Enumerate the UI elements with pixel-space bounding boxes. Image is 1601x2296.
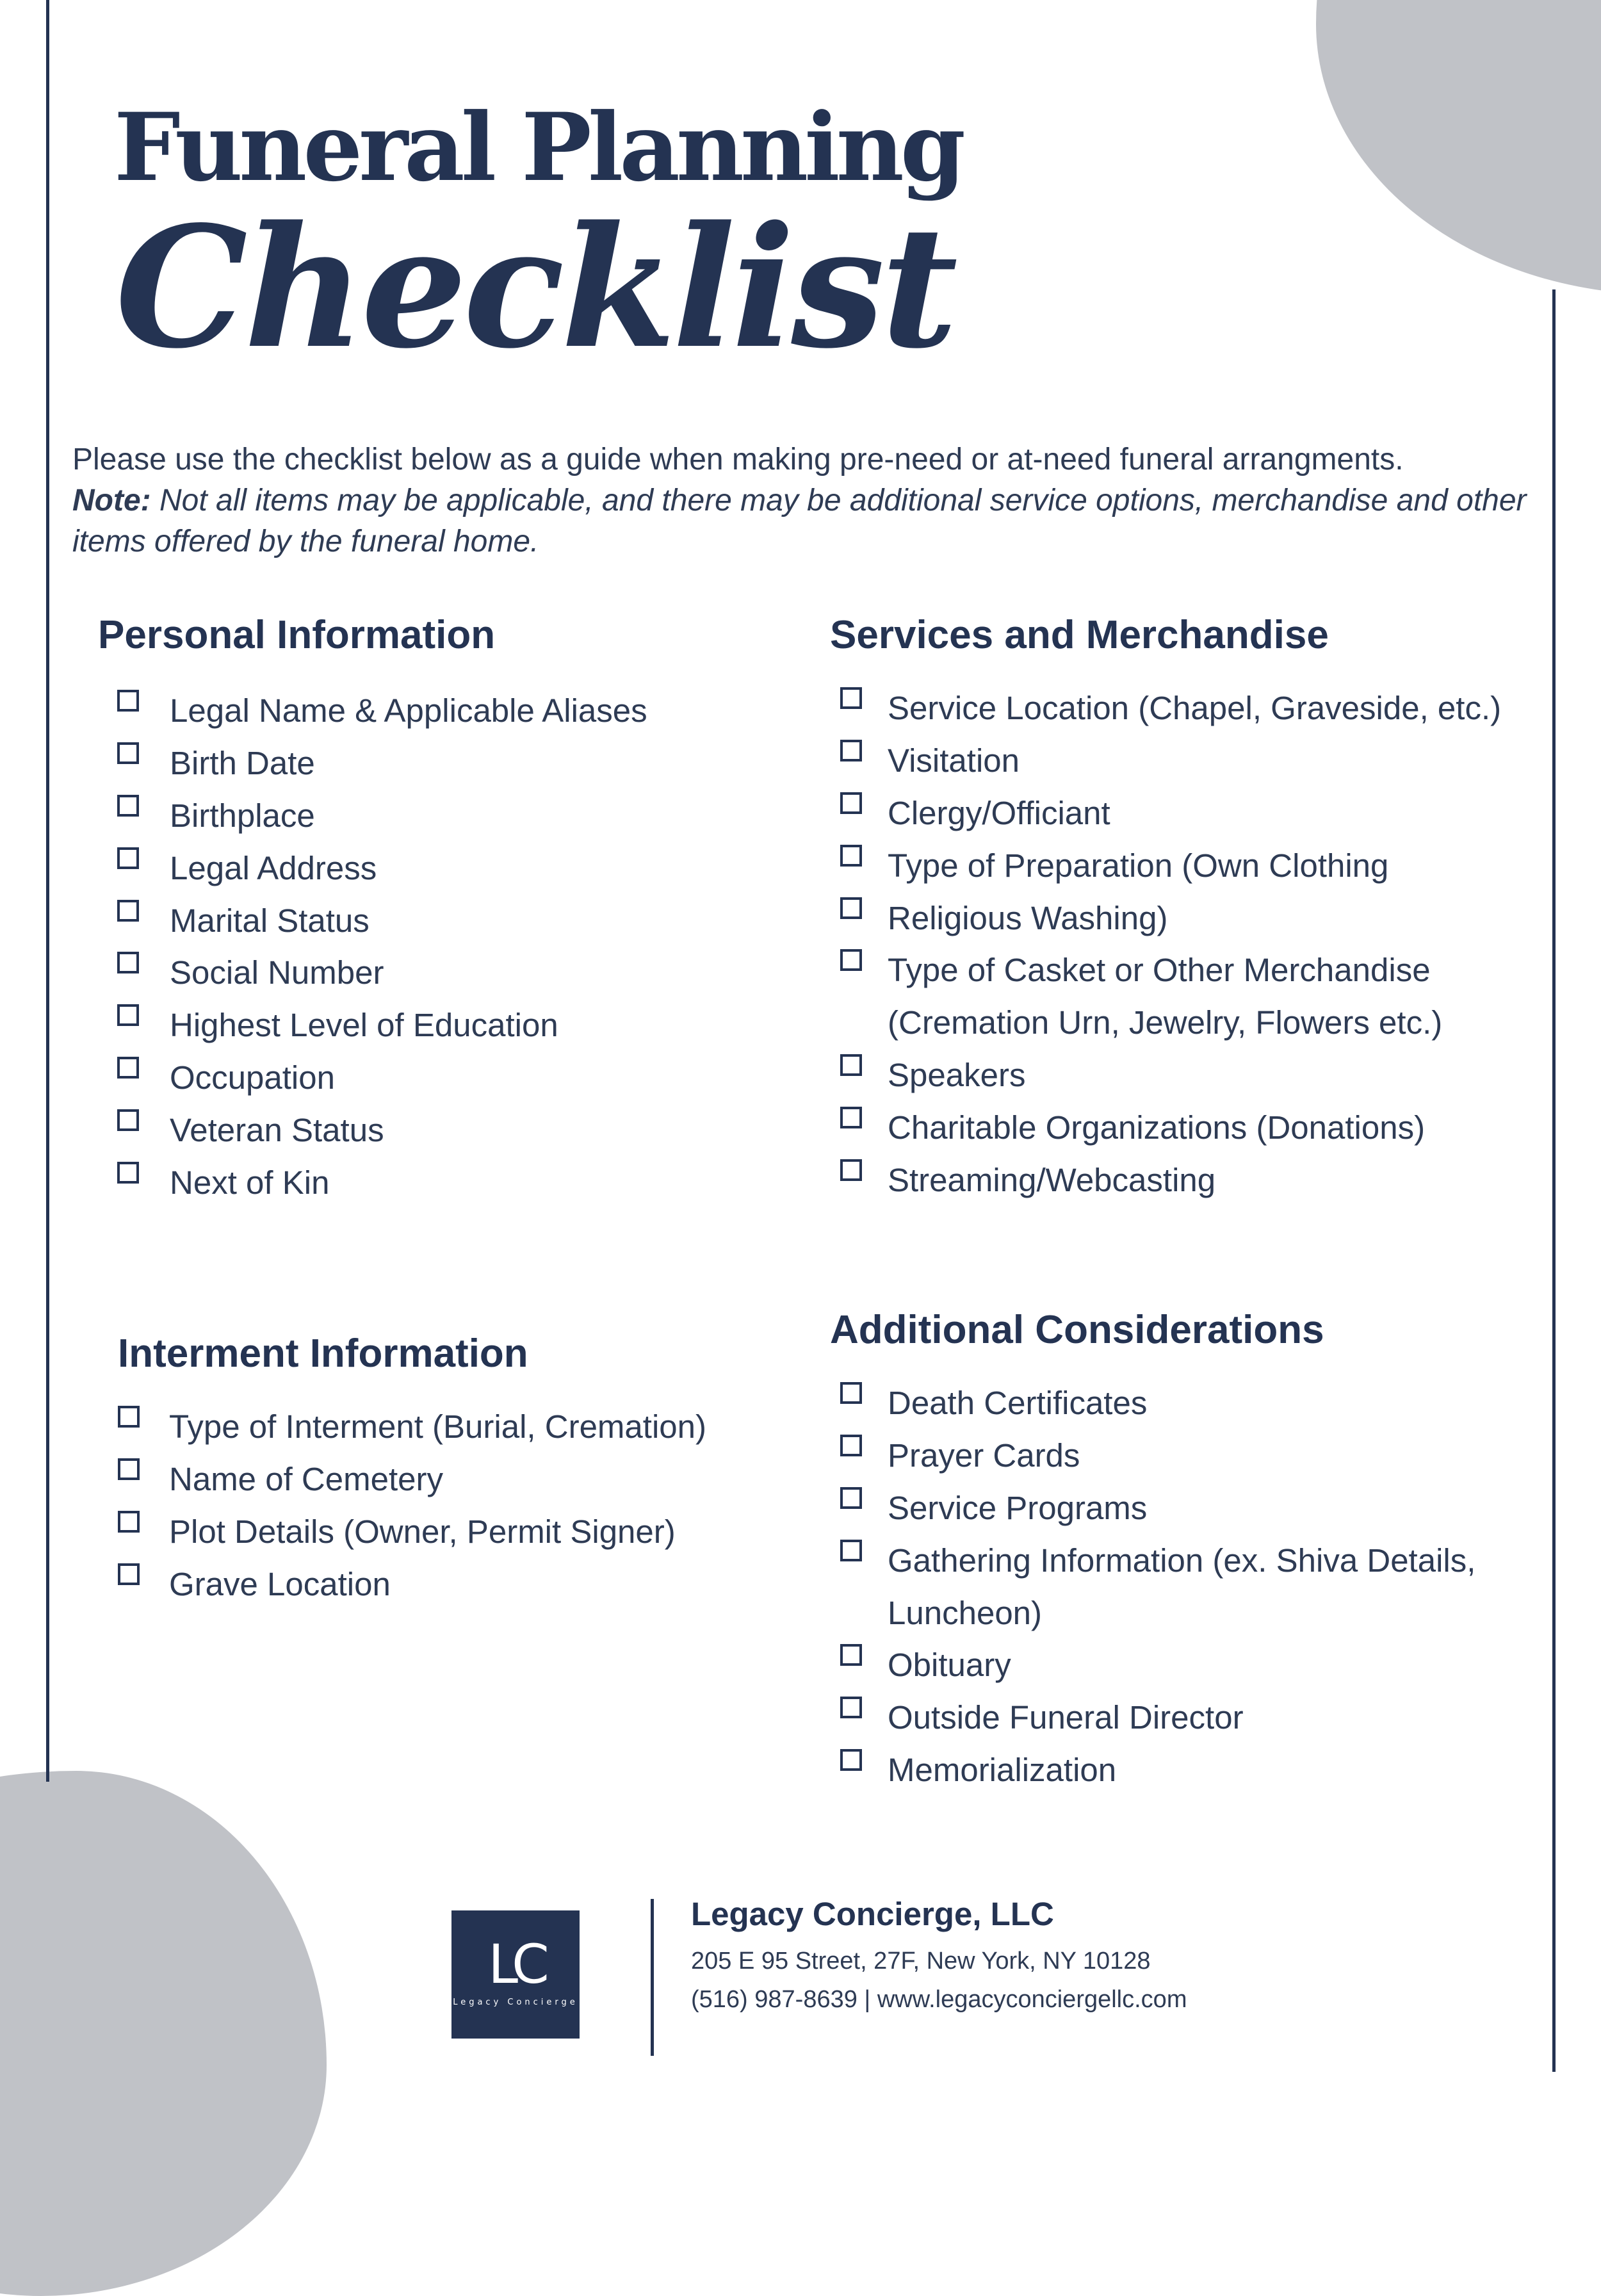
section-interment-information	[118, 1330, 790, 1611]
checklist-item[interactable]: Highest Level of Education	[98, 999, 770, 1052]
checklist-item[interactable]: Birthplace	[98, 790, 770, 842]
checklist-item[interactable]: Clergy/Officiant	[830, 787, 1528, 840]
checkbox[interactable]	[117, 952, 139, 973]
logo-monogram: LC	[488, 1933, 543, 1996]
checkbox[interactable]	[840, 687, 862, 709]
checklist-item[interactable]: Type of Preparation (Own Clothing	[830, 840, 1528, 892]
checklist-item[interactable]: Religious Washing)	[830, 892, 1528, 945]
checklist-item[interactable]: Visitation	[830, 735, 1528, 787]
checklist-item[interactable]: Legal Address	[98, 842, 770, 895]
logo-text: Legacy Concierge	[453, 1998, 578, 2007]
checkbox[interactable]	[840, 949, 862, 971]
checklist-item[interactable]: Veteran Status	[98, 1104, 770, 1157]
checklist-item[interactable]: Gathering Information (ex. Shiva Details, Luncheon)	[830, 1535, 1528, 1640]
checklist-item[interactable]: Service Location (Chapel, Graveside, etc.)	[830, 682, 1528, 735]
checkbox[interactable]	[840, 845, 862, 867]
title-line-2: Checklist	[115, 190, 954, 386]
checklist-item[interactable]: Occupation	[98, 1052, 770, 1104]
checkbox[interactable]	[117, 742, 139, 764]
checkbox[interactable]	[118, 1406, 140, 1428]
checkbox[interactable]	[118, 1458, 140, 1480]
checkbox[interactable]	[117, 1004, 139, 1026]
checklist-item[interactable]: Service Programs	[830, 1482, 1528, 1535]
checklist-item[interactable]: Streaming/Webcasting	[830, 1154, 1528, 1207]
checkbox[interactable]	[840, 1644, 862, 1666]
section-heading: Interment Information	[118, 1331, 528, 1376]
checklist-item[interactable]: Next of Kin	[98, 1157, 770, 1209]
title-line-1: Funeral Planning	[114, 93, 962, 202]
company-address: 205 E 95 Street, 27F, New York, NY 10128	[691, 1948, 1151, 1974]
section-heading: Additional Considerations	[830, 1308, 1324, 1352]
note-label: Note:	[72, 484, 151, 517]
checkbox[interactable]	[840, 1382, 862, 1404]
checkbox[interactable]	[840, 740, 862, 761]
checklist-item[interactable]: Name of Cemetery	[118, 1453, 790, 1506]
intro-paragraph: Please use the checklist below as a guide when making pre-need or at-need funeral arrangments.	[72, 443, 1404, 476]
checklist-item[interactable]: Memorialization	[830, 1744, 1528, 1796]
section-heading: Personal Information	[98, 613, 496, 657]
checkbox[interactable]	[840, 1159, 862, 1181]
decorative-blob-top-right	[1316, 0, 1601, 295]
checklist-item[interactable]: Type of Casket or Other Merchandise (Cremation Urn, Jewelry, Flowers etc.)	[830, 944, 1528, 1049]
section-additional-considerations	[830, 1307, 1528, 1796]
left-border-line	[46, 0, 49, 1782]
intro-text	[72, 439, 1545, 562]
right-border-line	[1552, 289, 1556, 2072]
checkbox[interactable]	[117, 847, 139, 869]
checklist-item[interactable]: Marital Status	[98, 895, 770, 947]
company-name: Legacy Concierge, LLC	[691, 1896, 1054, 1932]
checkbox[interactable]	[117, 1109, 139, 1131]
footer-divider	[651, 1899, 654, 2056]
checkbox[interactable]	[840, 897, 862, 919]
checklist-item[interactable]: Outside Funeral Director	[830, 1691, 1528, 1744]
checklist-item[interactable]: Prayer Cards	[830, 1429, 1528, 1482]
checklist-item[interactable]: Social Number	[98, 947, 770, 999]
checkbox[interactable]	[117, 1162, 139, 1184]
section-heading: Services and Merchandise	[830, 613, 1329, 657]
checklist-item[interactable]: Legal Name & Applicable Aliases	[98, 685, 770, 737]
checkbox[interactable]	[117, 1057, 139, 1079]
checkbox[interactable]	[118, 1563, 140, 1585]
section-personal-information	[98, 612, 770, 1209]
checkbox[interactable]	[117, 690, 139, 712]
section-services-and-merchandise	[830, 612, 1528, 1206]
intro-note	[72, 480, 1545, 562]
checkbox[interactable]	[117, 795, 139, 817]
checklist-item[interactable]: Grave Location	[118, 1558, 790, 1611]
checklist-item[interactable]: Type of Interment (Burial, Cremation)	[118, 1401, 790, 1453]
checklist-item[interactable]: Birth Date	[98, 737, 770, 790]
company-contact: (516) 987-8639 | www.legacyconciergellc.com	[691, 1986, 1187, 2013]
checkbox[interactable]	[840, 1435, 862, 1456]
checkbox[interactable]	[840, 1749, 862, 1771]
checklist-item[interactable]: Obituary	[830, 1639, 1528, 1691]
checkbox[interactable]	[840, 1540, 862, 1561]
company-logo	[451, 1910, 580, 2039]
checklist-item[interactable]: Death Certificates	[830, 1377, 1528, 1429]
checklist-item[interactable]: Charitable Organizations (Donations)	[830, 1102, 1528, 1154]
checkbox[interactable]	[840, 1054, 862, 1076]
checkbox[interactable]	[118, 1511, 140, 1533]
checkbox[interactable]	[840, 1697, 862, 1718]
checkbox[interactable]	[117, 900, 139, 922]
checklist-item[interactable]: Plot Details (Owner, Permit Signer)	[118, 1506, 790, 1558]
decorative-blob-bottom-left	[0, 1771, 327, 2296]
checkbox[interactable]	[840, 1487, 862, 1509]
note-text: Not all items may be applicable, and there may be additional service options, merchandise and other items offered by the funeral home.	[72, 484, 1527, 558]
checklist-item[interactable]: Speakers	[830, 1049, 1528, 1102]
checkbox[interactable]	[840, 1107, 862, 1128]
checkbox[interactable]	[840, 792, 862, 814]
